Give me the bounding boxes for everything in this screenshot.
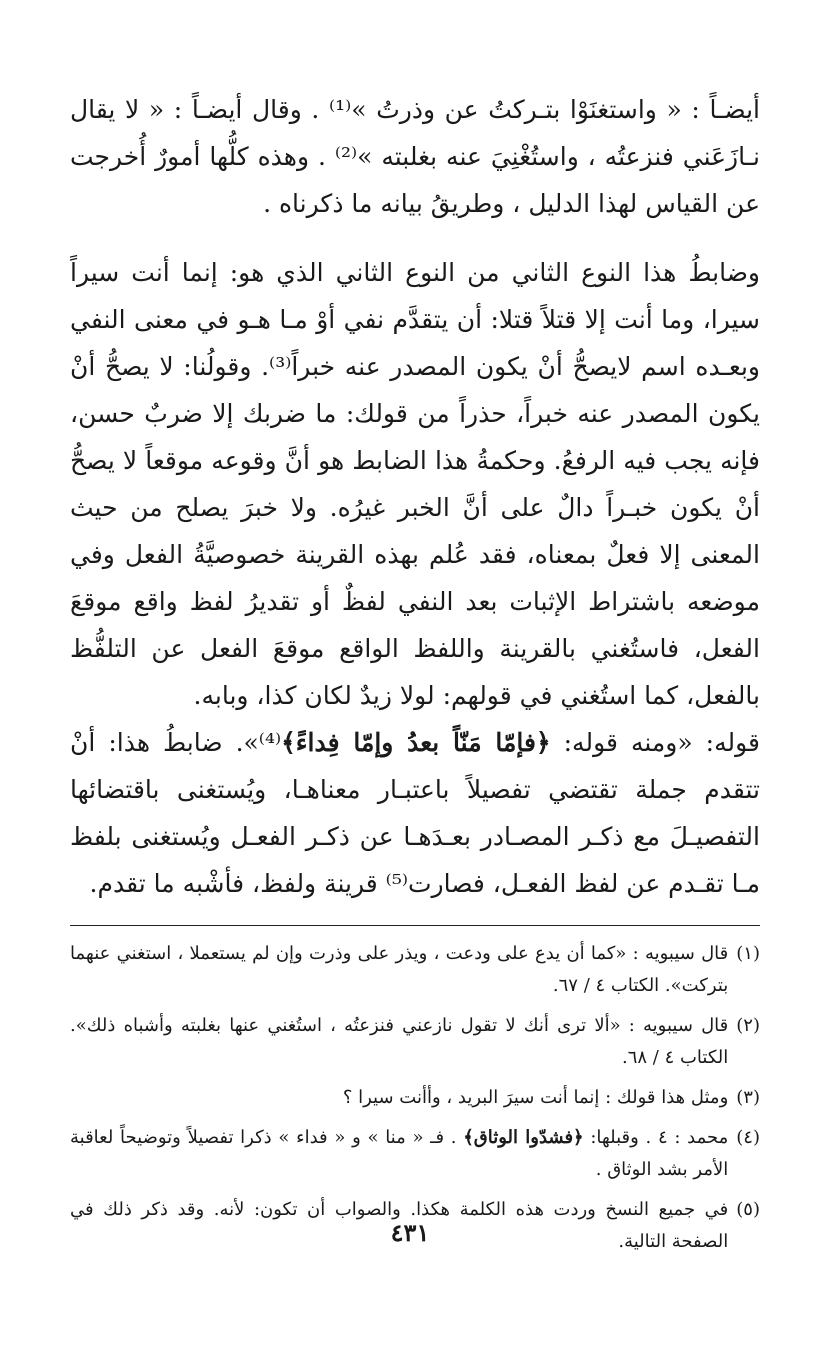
body-paragraph-1: أيضـاً : « واستغنَوْا بتـركتُ عن وذرتُ »⁽¹⁾ . وقال أيضـاً : « لا يقال نـازَعَني فنزعتُه ، واستُغْنِيَ عنه بغلبته »⁽²⁾ . وهذه كلُّها أمورٌ أُخرجت عن القياس لهذا الدليل ، وطريقُ بيانه ما ذكرناه . <box>70 95 760 218</box>
page-content <box>70 86 760 1266</box>
footnotes <box>70 938 760 1258</box>
footnote-text <box>70 1122 728 1186</box>
footnote-number: (٥) <box>736 1199 760 1220</box>
page-number: ٤٣١ <box>390 1218 430 1247</box>
paragraph-3-intro: قوله: «ومنه قوله: <box>550 728 760 757</box>
footnote-text: في جميع النسخ وردت هذه الكلمة هكذا. والصواب أن تكون: لأنه. وقد ذكر ذلك في الصفحة التالية. <box>70 1199 729 1252</box>
footnote-1 <box>70 938 760 1002</box>
quran-quote: ﴿فشدّوا الوثاق﴾ <box>463 1127 584 1148</box>
footnote-number: (٣) <box>736 1087 760 1108</box>
footnote-text: ومثل هذا قولك : إنما أنت سيرَ البريد ، وأأنت سيرا ؟ <box>342 1087 729 1108</box>
footnote-number: (٤) <box>736 1127 760 1148</box>
footnote-3 <box>70 1082 760 1114</box>
footnote-text-intro: محمد : ٤ . وقبلها: <box>583 1127 729 1148</box>
footnote-number: (١) <box>736 943 760 964</box>
footnote-text: قال سيبويه : «كما أن يدع على ودعت ، ويذر على وذرت وإن لم يستعملا ، استغني عنهما بتركت». الكتاب ٤ / ٦٧. <box>70 943 729 996</box>
footnote-2 <box>70 1010 760 1074</box>
footnote-4 <box>70 1122 760 1186</box>
body-paragraph-2: وضابطُ هذا النوع الثاني من النوع الثاني الذي هو: إنما أنت سيراً سيرا، وما أنت إلا قتلاً قتلا: أن يتقدَّم نفي أوْ مـا هـو في معنى النفي وبعـده اسم لايصحُّ أنْ يكون المصدر عنه خبراً⁽³⁾. وقولُنا: لا يصحُّ أنْ يكون المصدر عنه خبراً، حذراً من قولك: ما ضربك إلا ضربٌ حسن، فإنه يجب فيه الرفعُ. وحكمةُ هذا الضابط هو أنَّ وقوعه موقعاً لا يصحُّ أنْ يكون خبـراً دالٌ على أنَّ الخبر غيرُه. ولا خبرَ يصلح من حيث المعنى إلا فعلٌ بمعناه، فقد عُلم بهذه القرينة خصوصيَّةُ الفعل وفي موضعه باشتراط الإثبات بعد النفي لفظٌ أو تقديرُ لفظ واقع موقعَ الفعل، فاستُغني بالقرينة واللفظ الواقع موقعَ الفعل عن التلفُّظ بالفعل، كما استُغني في قولهم: لولا زيدٌ لكان كذا، وبابه. <box>70 258 760 710</box>
paragraph-3-rest: ⁽⁴⁾». ضابطُ هذا: أنْ تتقدم جملة تقتضي تفصيلاً باعتبـار معناهـا، ويُستغنى باقتضائها التفصيـلَ مع ذكـر المصـادر بعـدَهـا عن ذكـر الفعـل ويُستغنى بلفظ مـا تقـدم عن لفظ الفعـل، فصارت⁽⁵⁾ قرينة ولفظ، فأشْبه ما تقدم. <box>70 728 760 898</box>
footnote-text: قال سيبويه : «ألا ترى أنك لا تقول نازعني فنزعتُه ، استُغني عنها بغلبته وأشباه ذلك». الكتاب ٤ / ٦٨. <box>70 1015 729 1068</box>
quran-quote: ﴿فإمّا مَنّاً بعدُ وإمّا فِداءً﴾ <box>281 728 551 757</box>
body-paragraph-3 <box>70 719 760 907</box>
footnote-number: (٢) <box>736 1015 760 1036</box>
footnote-text-rest: . فـ « منا » و « فداء » ذكرا تفصيلاً وتوضيحاً لعاقبة الأمر بشد الوثاق . <box>70 1127 729 1180</box>
footnote-divider <box>70 925 760 926</box>
